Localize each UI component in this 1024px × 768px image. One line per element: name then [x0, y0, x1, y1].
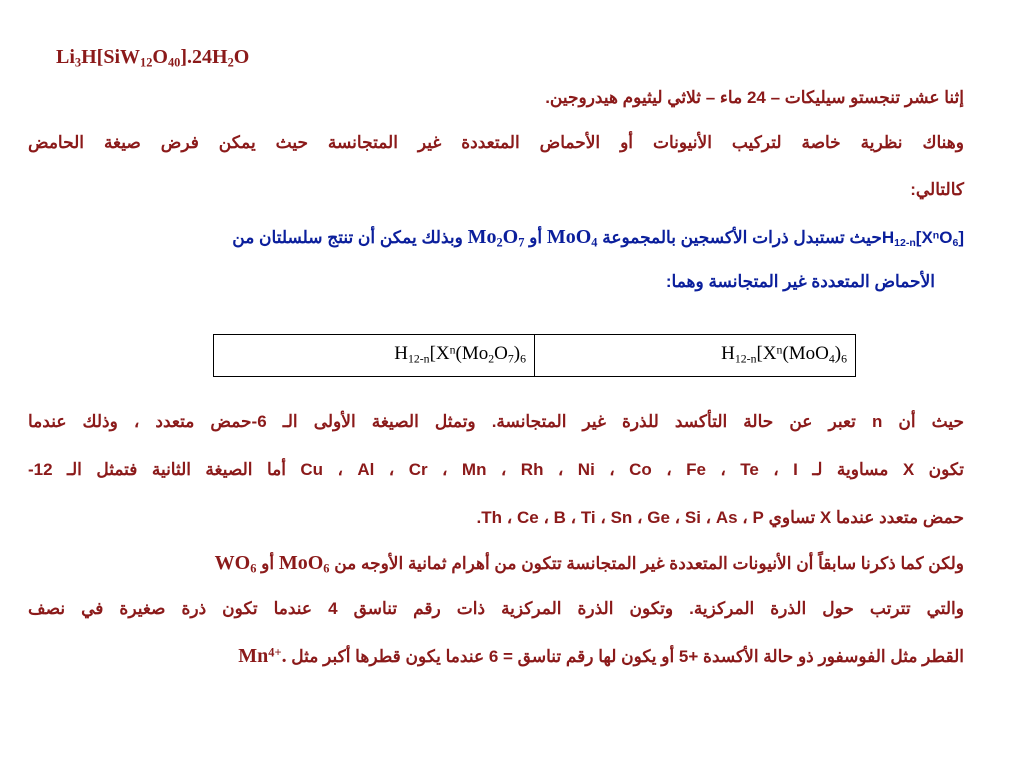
paragraph3-line1: حيث أن n تعبر عن حالة التأكسد للذرة غير المتجانسة. وتمثل الصيغة الأولى الـ 6-حمض متعدد ، وذلك عندما	[28, 412, 964, 431]
paragraph2-line2: الأحماض المتعددة غير المتجانسة وهما:	[665, 272, 935, 291]
table-row	[214, 335, 856, 377]
formula-cell-moo4: $H_{12-n}[X^n(MoO_4)_6$	[535, 335, 856, 377]
moo6-formula: MoO$_6$	[278, 552, 330, 576]
formula-table	[213, 334, 856, 377]
paragraph1-line1: إثنا عشر تنجستو سيليكات – 24 ماء – ثلاثي ليثيوم هيدروجين.	[545, 88, 964, 107]
paragraph4-line2: والتي تترتب حول الذرة المركزية. وتكون الذرة المركزية ذات رقم تناسق 4 عندما تكون ذرة صغيرة في نصف	[28, 599, 964, 618]
paragraph2-line1: $H_{12-n}[X^nO_6]حيث$ تستبدل ذرات الأكسجين بالمجموعة MoO$_4$ أو $Mo_2O_7$ وبذلك يمكن أن تنتج سلسلتان من	[232, 226, 964, 250]
paragraph3-line2: تكون X مساوية لـ Cu ، Al ، Cr ، Mn ، Rh ، Ni ، Co ، Fe ، Te ، I أما الصيغة الثانية فتمثل الـ 12-	[28, 460, 964, 479]
paragraph3-line3: حمض متعدد عندما X تساوي Th ، Ce ، B ، Ti ، Sn ، Ge ، Si ، As ، P.	[476, 508, 964, 527]
moo4-formula: MoO$_4$	[546, 226, 598, 250]
formula-cell-mo2o7: $H_{12-n}[X^n(Mo_2O_7)_6$	[214, 335, 535, 377]
title-formula: $Li_3H[SiW_{12}O_{40}].24H_2O$	[56, 46, 250, 70]
paragraph1-line2: وهناك نظرية خاصة لتركيب الأنيونات أو الأحماض المتعددة غير المتجانسة حيث يمكن فرض صيغة الحامض	[28, 133, 964, 152]
mn-ion: $Mn^{4+}$.	[238, 645, 287, 667]
paragraph1-line3: كالتالي:	[910, 180, 964, 199]
mo2o7-formula: $Mo_2O_7$	[467, 226, 525, 250]
paragraph4-line1: ولكن كما ذكرنا سابقاً أن الأنيونات المتعددة غير المتجانسة تتكون من أهرام ثمانية الأوجه من MoO$_6$ أو $WO_6$	[214, 552, 964, 576]
paragraph4-line3: القطر مثل الفوسفور ذو حالة الأكسدة +5 أو يكون لها رقم تناسق = 6 عندما يكون قطرها أكبر مثل $Mn^{4+}$.	[238, 645, 964, 667]
wo6-formula: $WO_6$	[214, 552, 257, 576]
general-formula: $H_{12-n}[X^nO_6]$	[881, 228, 964, 250]
